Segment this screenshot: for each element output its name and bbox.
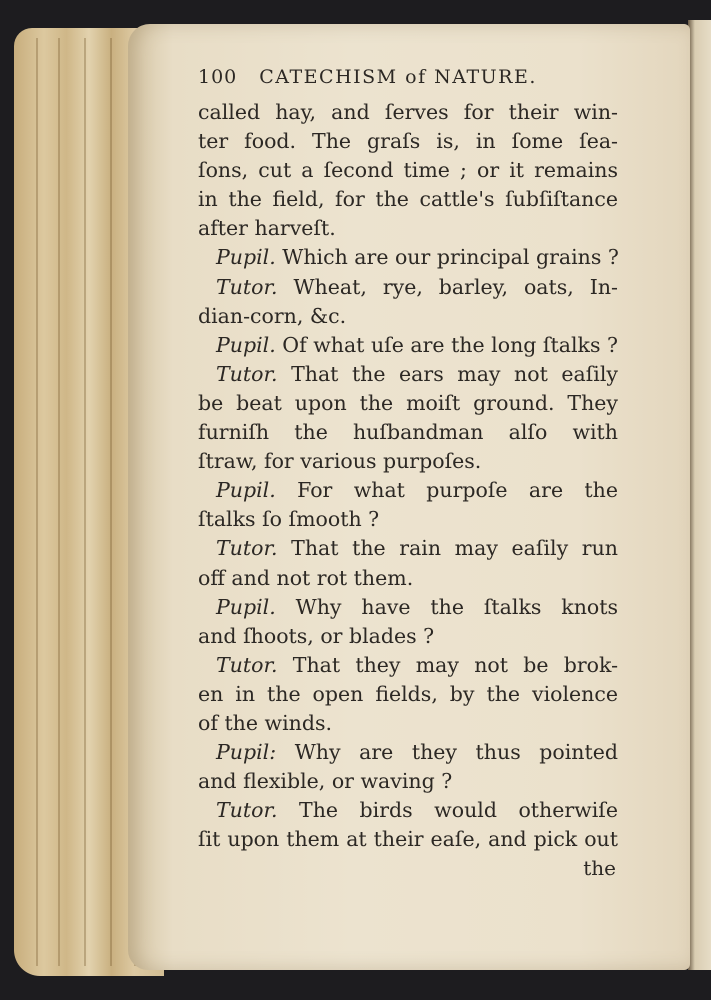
line-text: and ſhoots, or blades ?	[198, 623, 435, 648]
speaker-label: Tutor.	[216, 652, 278, 677]
line-text: called hay, and ſerves for their win-	[198, 100, 618, 124]
text-line	[198, 767, 618, 796]
text-line	[198, 273, 618, 302]
line-text: and flexible, or waving ?	[198, 769, 453, 794]
line-text: ſons, cut a ſecond time ; or it remains	[198, 158, 618, 183]
line-text: That they may not be brok-	[277, 652, 618, 677]
line-text: be beat upon the moiſt ground. They	[198, 390, 618, 415]
text-line	[198, 98, 618, 127]
text-line	[198, 680, 618, 709]
line-text: Of what uſe are the long ſtalks ?	[275, 332, 618, 357]
line-text: of the winds.	[198, 710, 333, 735]
speaker-label: Tutor.	[216, 536, 278, 561]
page-number: 100	[198, 66, 238, 88]
page-text	[198, 66, 618, 883]
text-line	[198, 156, 618, 185]
line-text: Wheat, rye, barley, oats, In-	[277, 274, 618, 299]
text-line	[198, 185, 618, 214]
line-text: That the ears may not eaſily	[277, 361, 618, 386]
line-text: Why have the ſtalks knots	[275, 594, 618, 619]
text-line	[198, 738, 618, 767]
running-title: CATECHISM of NATURE.	[259, 66, 537, 88]
speaker-label: Pupil:	[216, 740, 277, 765]
text-line	[198, 389, 618, 418]
line-text: in the field, for the cattle's ſubſiſtance	[198, 187, 618, 212]
line-text: en in the open fields, by the violence	[198, 681, 618, 706]
line-text: The birds would otherwiſe	[277, 798, 618, 823]
line-text: ter food. The graſs is, in ſome ſea-	[198, 129, 618, 154]
running-head	[198, 66, 618, 98]
speaker-label: Pupil.	[216, 594, 276, 619]
text-line	[198, 505, 618, 534]
page-edge-line	[84, 38, 86, 966]
text-line	[198, 651, 618, 680]
line-text: dian-corn, &c.	[198, 303, 347, 328]
text-line	[198, 331, 618, 360]
line-text: Which are our principal grains ?	[275, 245, 619, 270]
line-text: after harveſt.	[198, 216, 336, 241]
text-line	[198, 709, 618, 738]
text-line	[198, 564, 618, 593]
line-text: Why are they thus pointed	[276, 740, 618, 765]
line-text: off and not rot them.	[198, 565, 414, 590]
text-line	[198, 243, 618, 272]
speaker-label: Tutor.	[216, 361, 278, 386]
line-text: ſtalks ſo ſmooth ?	[198, 507, 380, 532]
body-text	[198, 98, 618, 854]
speaker-label: Pupil.	[216, 478, 276, 503]
text-line	[198, 360, 618, 389]
line-text: For what purpoſe are the	[275, 478, 618, 503]
text-line	[198, 418, 618, 447]
speaker-label: Tutor.	[216, 798, 278, 823]
page-edge-line	[110, 38, 112, 966]
speaker-label: Pupil.	[216, 245, 276, 270]
line-text: ſit upon them at their eaſe, and pick out	[198, 827, 618, 852]
text-line	[198, 825, 618, 854]
text-line	[198, 796, 618, 825]
speaker-label: Pupil.	[216, 332, 276, 357]
text-line	[198, 534, 618, 563]
catchword: the	[583, 856, 616, 881]
text-line	[198, 447, 618, 476]
line-text: That the rain may eaſily run	[277, 536, 618, 561]
page-edge-line	[58, 38, 60, 966]
text-line	[198, 622, 618, 651]
line-text: furniſh the huſbandman alſo with	[198, 420, 618, 445]
speaker-label: Tutor.	[216, 274, 278, 299]
text-line	[198, 214, 618, 243]
text-line	[198, 127, 618, 156]
facing-page	[688, 20, 711, 970]
text-line	[198, 302, 618, 331]
text-line	[198, 593, 618, 622]
page-edge-line	[36, 38, 38, 966]
text-line	[198, 476, 618, 505]
line-text: ſtraw, for various purpoſes.	[198, 449, 482, 474]
